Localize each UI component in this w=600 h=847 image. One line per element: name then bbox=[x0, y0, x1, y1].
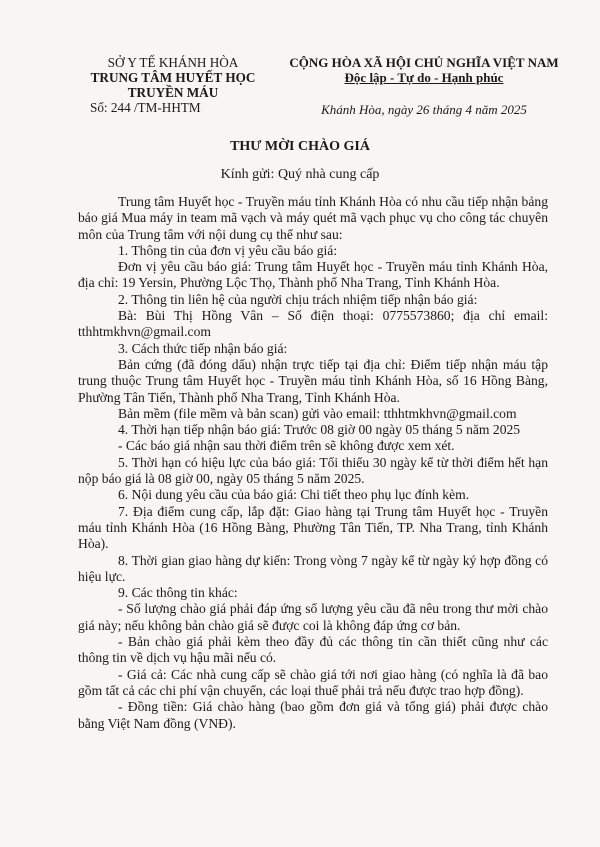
body-paragraph: Bản cứng (đã đóng dấu) nhận trực tiếp tại địa chỉ: Điểm tiếp nhận máu tập trung thuộc Trung tâm Huyết học - Truyền máu tỉnh Khánh Hòa, số 16 Hồng Bàng, Phường Tân Tiến, Thành phố Nha Trang, Tỉnh Khánh Hòa. bbox=[78, 356, 548, 405]
center-name-line2: TRUYỀN MÁU bbox=[127, 85, 219, 100]
body-paragraph: Trung tâm Huyết học - Truyền máu tỉnh Khánh Hòa có nhu cầu tiếp nhận bảng báo giá Mua máy in team mã vạch và máy quét mã vạch phục vụ cho công tác chuyên môn của Trung tâm với nội dung cụ thể như sau: bbox=[78, 194, 548, 242]
center-name-line1: TRUNG TÂM HUYẾT HỌC bbox=[90, 70, 256, 85]
body-paragraph: - Đồng tiền: Giá chào hàng (bao gồm đơn giá và tổng giá) phải được chào bằng Việt Nam đồng (VNĐ). bbox=[78, 699, 548, 731]
body-paragraph: 4. Thời hạn tiếp nhận báo giá: Trước 08 giờ 00 ngày 05 tháng 5 năm 2025 bbox=[118, 422, 521, 438]
body-paragraph: 8. Thời gian giao hàng dự kiến: Trong vòng 7 ngày kể từ ngày ký hợp đồng có hiệu lực. bbox=[78, 552, 548, 584]
body-paragraph: Đơn vị yêu cầu báo giá: Trung tâm Huyết học - Truyền máu tỉnh Khánh Hòa, địa chỉ: 19 Yersin, Phường Lộc Thọ, Thành phố Nha Trang, Tỉnh Khánh Hòa. bbox=[78, 259, 548, 291]
body-paragraph: 2. Thông tin liên hệ của người chịu trách nhiệm tiếp nhận báo giá: bbox=[118, 291, 478, 307]
nation-name: CỘNG HÒA XÃ HỘI CHỦ NGHĨA VIỆT NAM bbox=[289, 55, 559, 70]
national-motto: Độc lập - Tự do - Hạnh phúc bbox=[344, 70, 504, 85]
document-body bbox=[78, 194, 548, 732]
body-paragraph: 5. Thời hạn có hiệu lực của báo giá: Tối thiểu 30 ngày kể từ thời điểm hết hạn nộp báo giá là 08 giờ 00, ngày 05 tháng 5 năm 2025. bbox=[78, 454, 548, 487]
document-date: Khánh Hòa, ngày 26 tháng 4 năm 2025 bbox=[321, 102, 527, 117]
body-paragraph: Bà: Bùi Thị Hồng Vân – Số điện thoại: 0775573860; địa chỉ email: tthhtmkhvn@gmail.com bbox=[78, 308, 548, 340]
body-paragraph: - Các báo giá nhận sau thời điểm trên sẽ không được xem xét. bbox=[118, 438, 455, 454]
document-number: Số: 244 /TM-HHTM bbox=[90, 100, 201, 115]
document-title: THƯ MỜI CHÀO GIÁ bbox=[230, 139, 370, 154]
body-paragraph: Bản mềm (file mềm và bản scan) gửi vào email: tthhtmkhvn@gmail.com bbox=[118, 405, 517, 421]
body-paragraph: - Giá cả: Các nhà cung cấp sẽ chào giá tới nơi giao hàng (có nghĩa là đã bao gồm tất cả các chi phí vận chuyển, các loại thuế phải trả nếu được trao hợp đồng). bbox=[78, 666, 548, 698]
body-paragraph: 6. Nội dung yêu cầu của báo giá: Chi tiết theo phụ lục đính kèm. bbox=[118, 487, 470, 503]
body-paragraph: - Bản chào giá phải kèm theo đầy đủ các thông tin cần thiết cũng như các thông tin về dịch vụ hậu mãi nếu có. bbox=[78, 634, 548, 666]
body-paragraph: 1. Thông tin của đơn vị yêu cầu báo giá: bbox=[118, 242, 338, 258]
body-paragraph: 3. Cách thức tiếp nhận báo giá: bbox=[118, 340, 288, 356]
body-paragraph: - Số lượng chào giá phải đáp ứng số lượng yêu cầu đã nêu trong thư mời chào giá này; nếu không bản chào giá sẽ được coi là không đáp ứng cơ bản. bbox=[78, 601, 548, 633]
greeting: Kính gửi: Quý nhà cung cấp bbox=[220, 167, 380, 182]
header-right bbox=[278, 55, 570, 117]
ministry-name: SỞ Y TẾ KHÁNH HÒA bbox=[107, 55, 239, 70]
body-paragraph: 7. Địa điểm cung cấp, lắp đặt: Giao hàng tại Trung tâm Huyết học - Truyền máu tỉnh Khánh Hòa (16 Hồng Bàng, Phường Tân Tiến, TP. Nha Trang, tỉnh Khánh Hòa). bbox=[78, 503, 548, 552]
header-left bbox=[78, 55, 268, 115]
body-paragraph: 9. Các thông tin khác: bbox=[118, 585, 238, 601]
